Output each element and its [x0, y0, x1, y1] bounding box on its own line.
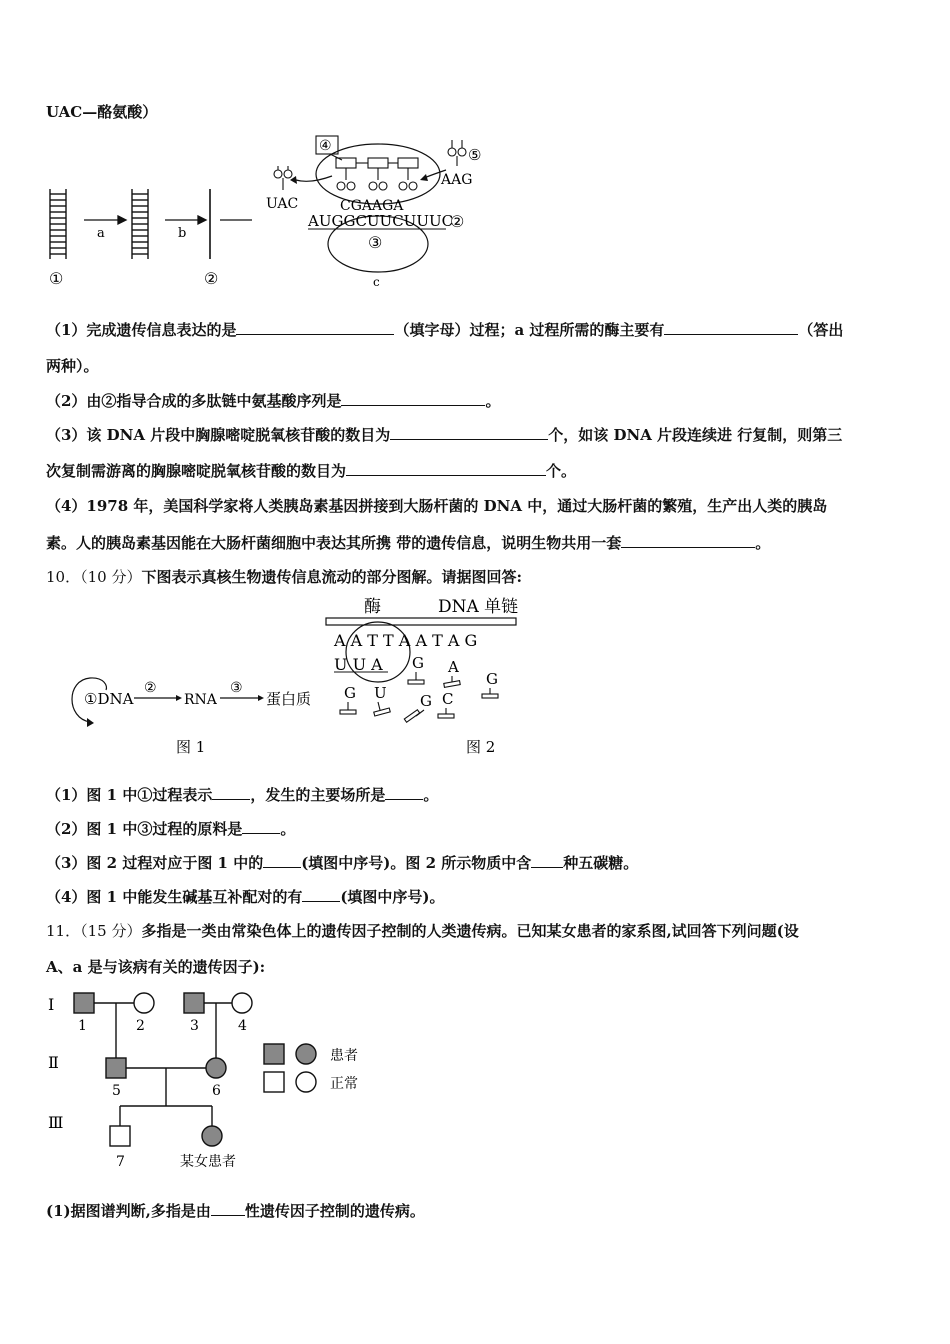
label-4: 4 — [238, 1018, 247, 1034]
individual-5 — [106, 1058, 126, 1078]
legend-affected-male — [264, 1044, 284, 1064]
fig2-template: A A T T A A T A G — [334, 631, 478, 650]
q9-sub3: （3）该 DNA 片段中胸腺嘧啶脱氧核苷酸的数目为 个，如该 DNA 片段连续进 行复制，则第三 — [46, 426, 843, 444]
loop-arrowhead — [87, 718, 94, 727]
arrow-b — [165, 216, 206, 224]
label-6: 6 — [212, 1083, 221, 1099]
label-3: ③ — [368, 233, 383, 252]
q9-sub1: （1）完成遗传信息表达的是 （填字母）过程；a 过程所需的酶主要有 （答出 — [46, 321, 844, 339]
fig1-caption: 图 1 — [176, 738, 206, 756]
free-a: A — [448, 658, 459, 676]
individual-3 — [184, 993, 204, 1013]
answer-blank[interactable] — [263, 852, 301, 868]
arrow-a — [84, 216, 126, 224]
q9-intro-tail: UAC—酪氨酸） — [46, 103, 158, 121]
free-g1: G — [412, 654, 424, 672]
q10-figure-1 — [60, 660, 330, 760]
label-a: a — [97, 226, 105, 241]
gen-1-label: Ⅰ — [48, 995, 55, 1014]
arrowhead-transcription — [176, 695, 182, 701]
fig2-enzyme: 酶 — [364, 597, 381, 617]
free-u: U — [374, 684, 387, 702]
mrna-sequence: AUGGCUUCUUUC — [308, 212, 454, 230]
answer-blank[interactable] — [236, 319, 394, 335]
dna-ladder-2 — [132, 189, 148, 259]
answer-blank[interactable] — [212, 784, 250, 800]
fig2-caption: 图 2 — [466, 738, 496, 756]
fig2-strand: DNA 单链 — [438, 597, 519, 617]
answer-blank[interactable] — [664, 319, 798, 335]
label-c: c — [373, 275, 380, 289]
q10-sub1: （1）图 1 中①过程表示 ，发生的主要场所是 。 — [46, 786, 439, 804]
q10-sub2: （2）图 1 中③过程的原料是 。 — [46, 820, 296, 838]
q10-sub4: （4）图 1 中能发生碱基互补配对的有 (填图中序号)。 — [46, 888, 445, 906]
legend-normal-label: 正常 — [330, 1076, 358, 1092]
gen-2-label: Ⅱ — [48, 1053, 59, 1072]
trna-group — [336, 158, 418, 190]
individual-7 — [110, 1126, 130, 1146]
label-4: ④ — [319, 138, 332, 154]
label-7: 7 — [116, 1154, 125, 1170]
trna-right — [448, 140, 466, 166]
answer-blank[interactable] — [531, 852, 563, 868]
arrowhead-translation — [258, 695, 264, 701]
free-g3: G — [344, 684, 356, 702]
answer-blank[interactable] — [390, 424, 548, 440]
q9-sub4-cont: 素。人的胰岛素基因能在大肠杆菌细胞中表达其所携 带的遗传信息，说明生物共用一套 。 — [46, 534, 771, 552]
individual-1 — [74, 993, 94, 1013]
q9-sub2: （2）由②指导合成的多肽链中氨基酸序列是 。 — [46, 392, 501, 410]
q9-sub3-cont: 次复制需游离的胸腺嘧啶脱氧核苷酸的数目为 个。 — [46, 462, 577, 480]
fig1-protein: 蛋白质 — [266, 690, 312, 708]
q11-stem: 11．（15 分）多指是一类由常染色体上的遗传因子控制的人类遗传病。已知某女患者的家系图,试回答下列问题(设 — [46, 922, 799, 940]
anticodons: CGAAGA — [340, 198, 404, 214]
dna-ladder — [50, 189, 66, 259]
legend-normal-female — [296, 1072, 316, 1092]
label-2-mrna: ② — [450, 212, 465, 231]
answer-blank[interactable] — [385, 784, 423, 800]
q9-sub1-cont: 两种）。 — [46, 357, 99, 375]
individual-2 — [134, 993, 154, 1013]
legend-affected-label: 患者 — [330, 1048, 358, 1064]
q11-stem-cont: A、a 是与该病有关的遗传因子): — [46, 958, 266, 976]
proband — [202, 1126, 222, 1146]
exit-arrow — [296, 176, 332, 181]
q10-stem: 10．（10 分）下图表示真核生物遗传信息流动的部分图解。请据图回答: — [46, 568, 522, 586]
fig1-step3: ③ — [230, 680, 243, 696]
label-2: 2 — [136, 1018, 145, 1034]
individual-4 — [232, 993, 252, 1013]
dna-strand-bar — [326, 618, 516, 625]
answer-blank[interactable] — [302, 886, 340, 902]
label-3: 3 — [190, 1018, 199, 1034]
mrna-label: ② — [204, 269, 219, 288]
answer-blank[interactable] — [621, 532, 755, 548]
label-b: b — [178, 226, 187, 241]
dna-label: ① — [49, 269, 64, 288]
entry-arrowhead — [420, 174, 428, 181]
free-g2: G — [486, 670, 498, 688]
fig1-rna: RNA — [184, 692, 217, 708]
gen-3-label: Ⅲ — [48, 1113, 64, 1132]
free-g4: G — [420, 692, 432, 710]
answer-blank[interactable] — [346, 460, 546, 476]
legend-affected-female — [296, 1044, 316, 1064]
label-5: ⑤ — [468, 146, 482, 164]
uac-label: UAC — [266, 196, 299, 212]
proband-label: 某女患者 — [180, 1154, 236, 1170]
individual-6 — [206, 1058, 226, 1078]
q9-figure — [40, 134, 500, 294]
q11-sub1: (1)据图谱判断,多指是由 性遗传因子控制的遗传病。 — [46, 1202, 425, 1220]
answer-blank[interactable] — [211, 1200, 245, 1216]
answer-blank[interactable] — [341, 390, 485, 406]
label-1: 1 — [78, 1018, 87, 1034]
fig1-dna: ①DNA — [84, 690, 134, 708]
free-c: C — [442, 690, 454, 708]
answer-blank[interactable] — [242, 818, 280, 834]
aag-label: AAG — [441, 172, 473, 188]
q9-sub4: （4）1978 年，美国科学家将人类胰岛素基因拼接到大肠杆菌的 DNA 中，通过大肠杆菌的繁殖，生产出人类的胰岛 — [46, 497, 828, 515]
fig1-step2: ② — [144, 680, 157, 696]
q10-figure-2 — [320, 590, 540, 760]
q10-sub3: （3）图 2 过程对应于图 1 中的 (填图中序号)。图 2 所示物质中含 种五碳糖。 — [46, 854, 639, 872]
legend-normal-male — [264, 1072, 284, 1092]
trna-left — [274, 166, 292, 190]
pedigree-chart — [40, 988, 380, 1178]
fig2-paired: U U A — [334, 655, 383, 674]
label-5: 5 — [112, 1083, 121, 1099]
